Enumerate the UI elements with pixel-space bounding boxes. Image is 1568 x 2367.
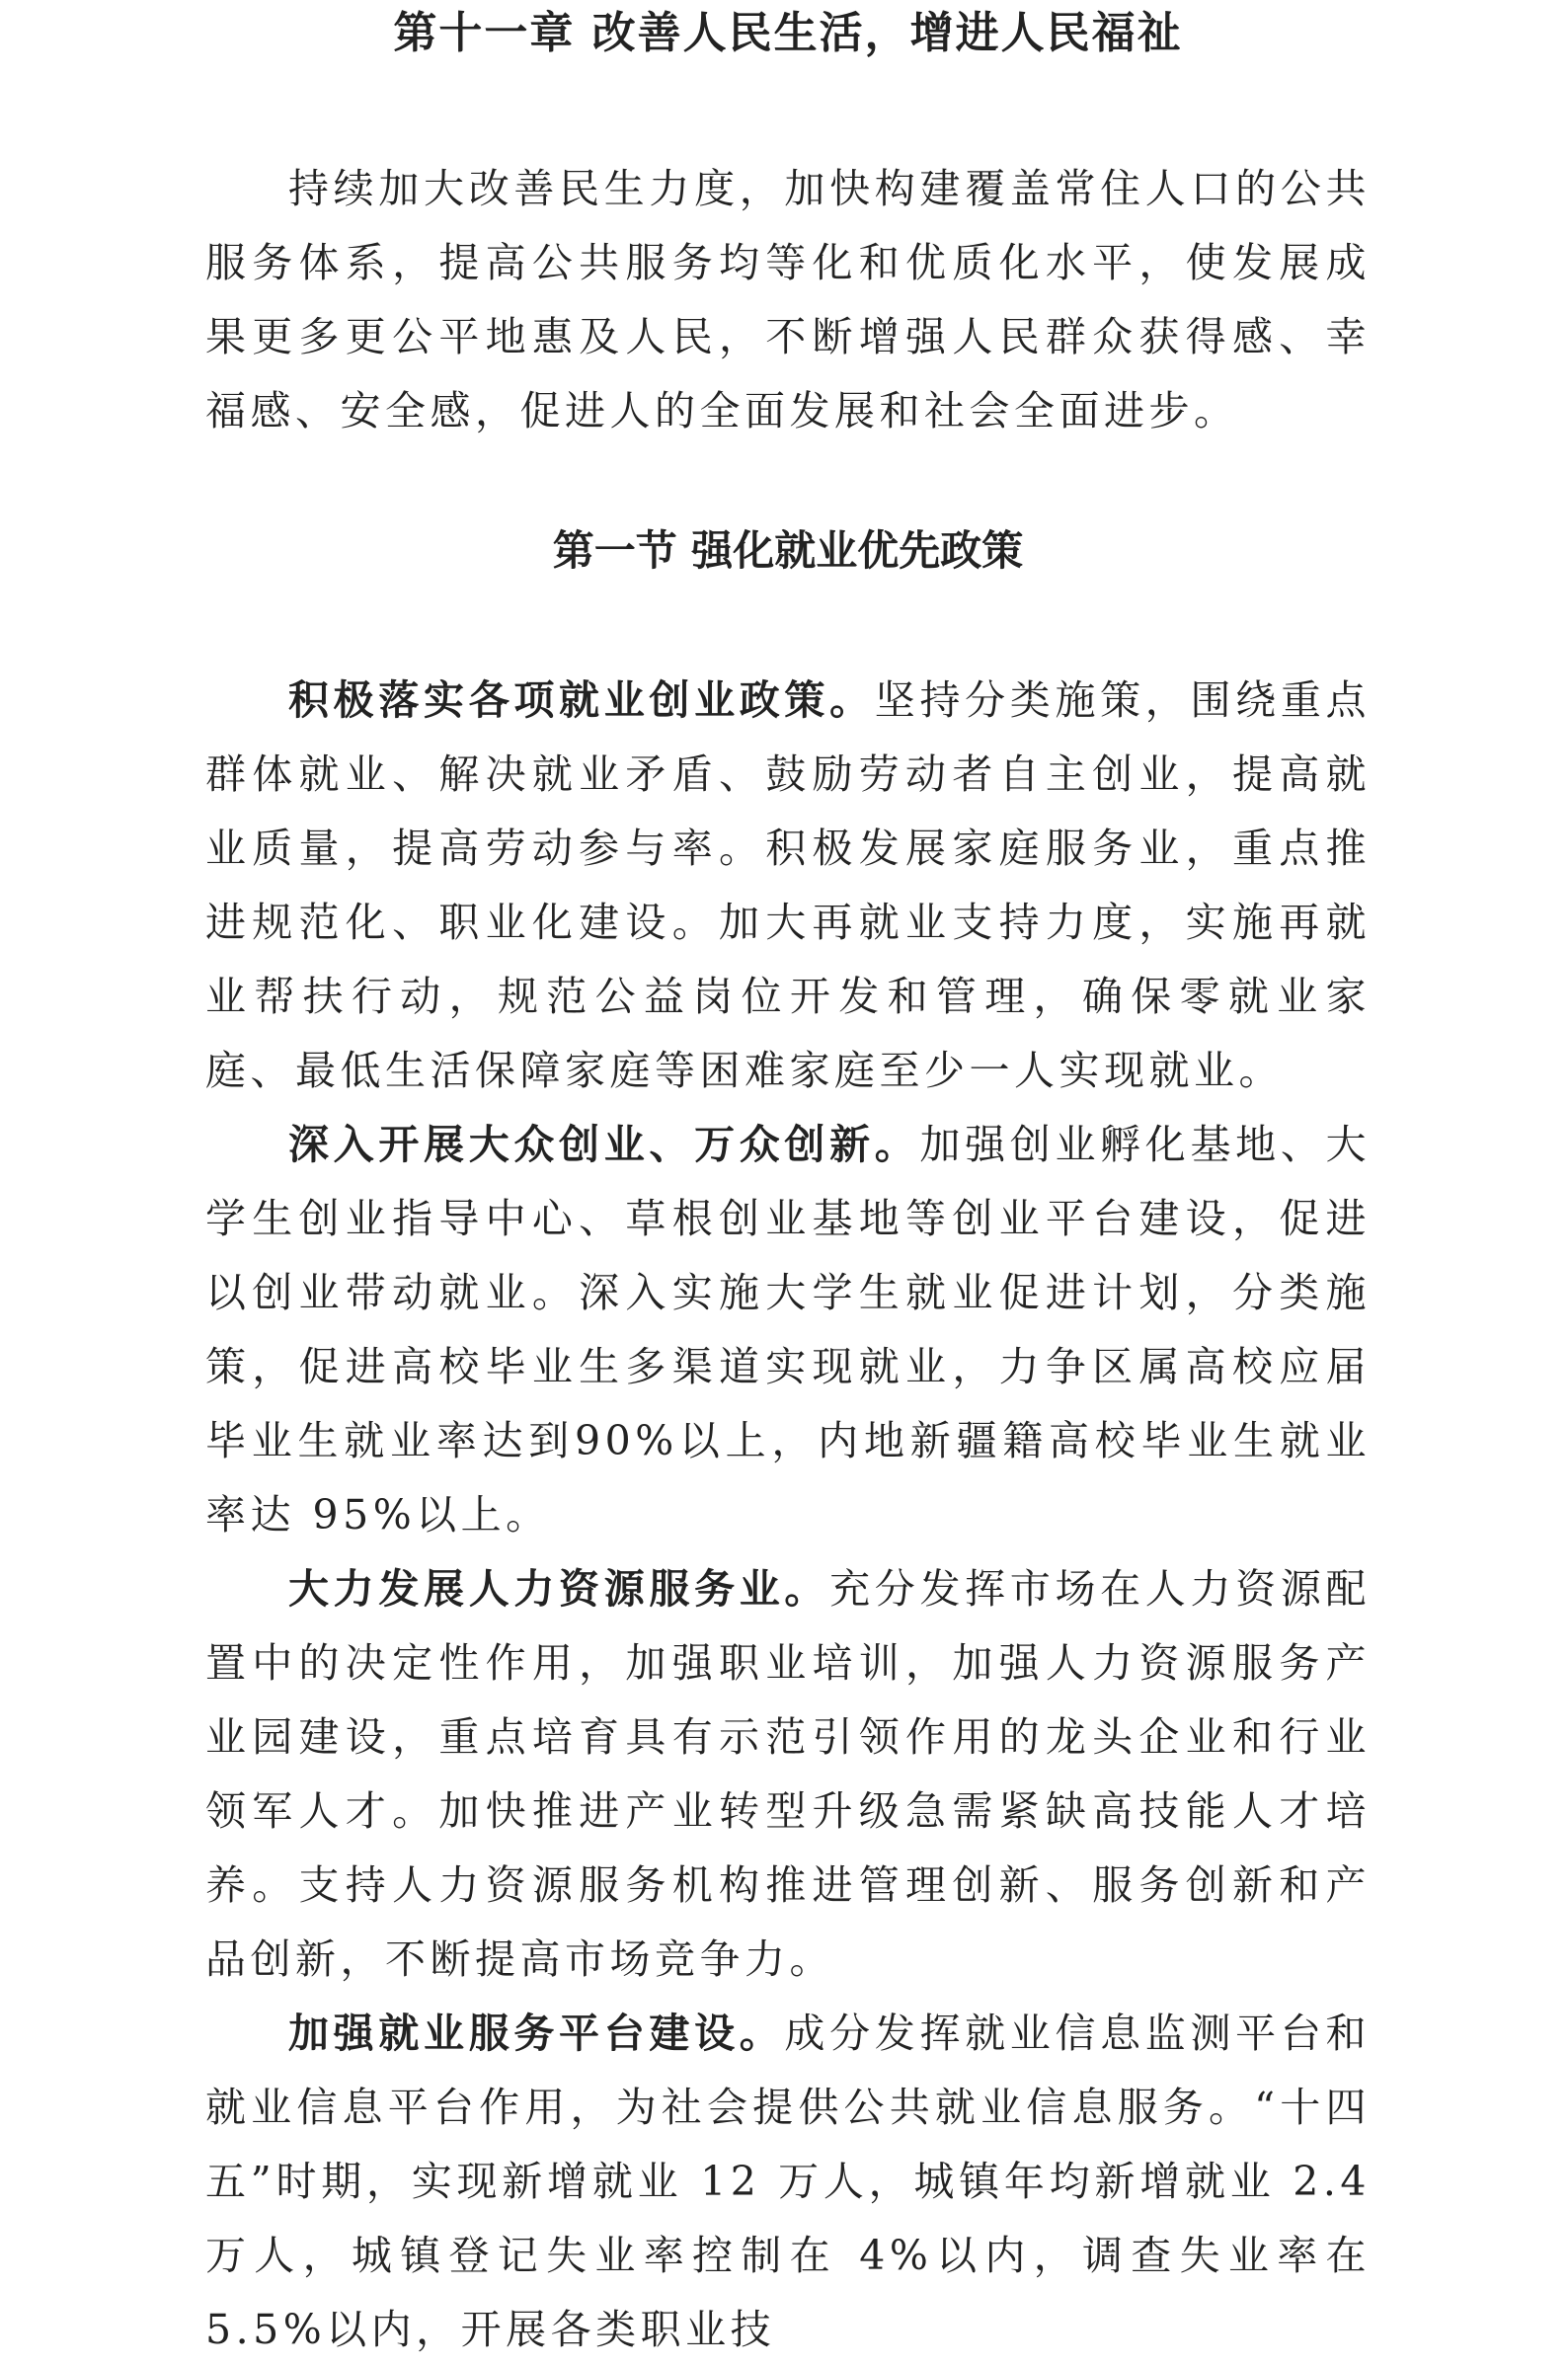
paragraph-lead: 深入开展大众创业、万众创新。: [288, 1121, 920, 1168]
paragraph-employment-policy: [205, 664, 1371, 1108]
section-title: 第一节 强化就业优先政策: [552, 526, 1024, 575]
paragraph-text: 坚持分类施策，围绕重点群体就业、解决就业矛盾、鼓励劳动者自主创业，提高就业质量，提高劳动参与率。积极发展家庭服务业，重点推进规范化、职业化建设。加大再就业支持力度，实施再就业帮扶行动，规范公益岗位开发和管理，确保零就业家庭、最低生活保障家庭等困难家庭至少一人实现就业。: [205, 676, 1372, 1094]
intro-block: [205, 152, 1371, 448]
section-body: [205, 664, 1371, 2367]
intro-paragraph: 持续加大改善民生力度，加快构建覆盖常住人口的公共服务体系，提高公共服务均等化和优质化水平，使发展成果更多更公平地惠及人民，不断增强人民群众获得感、幸福感、安全感，促进人的全面发展和社会全面进步。: [205, 165, 1371, 434]
paragraph-hr-services: [205, 1552, 1371, 1997]
paragraph-text: 充分发挥市场在人力资源配置中的决定性作用，加强职业培训，加强人力资源服务产业园建设，重点培育具有示范引领作用的龙头企业和行业领军人才。加快推进产业转型升级急需紧缺高技能人才培养。支持人力资源服务机构推进管理创新、服务创新和产品创新，不断提高市场竞争力。: [205, 1565, 1372, 1983]
paragraph-text: 成分发挥就业信息监测平台和就业信息平台作用，为社会提供公共就业信息服务。“十四五”时期，实现新增就业 12 万人，城镇年均新增就业 2.4 万人，城镇登记失业率控制在 4%以内，调查失业率在 5.5%以内，开展各类职业技: [205, 2010, 1372, 2353]
paragraph-lead: 大力发展人力资源服务业。: [288, 1565, 830, 1613]
paragraph-text: 加强创业孵化基地、大学生创业指导中心、草根创业基地等创业平台建设，促进以创业带动就业。深入实施大学生就业促进计划，分类施策，促进高校毕业生多渠道实现就业，力争区属高校应届毕业生就业率达到90%以上，内地新疆籍高校毕业生就业率达 95%以上。: [205, 1121, 1372, 1539]
paragraph-lead: 积极落实各项就业创业政策。: [288, 676, 875, 724]
paragraph-lead: 加强就业服务平台建设。: [288, 2010, 785, 2057]
chapter-title: 第十一章 改善人民生活，增进人民福祉: [393, 8, 1183, 58]
paragraph-service-platform: [205, 1997, 1371, 2367]
paragraph-entrepreneurship: [205, 1108, 1371, 1552]
